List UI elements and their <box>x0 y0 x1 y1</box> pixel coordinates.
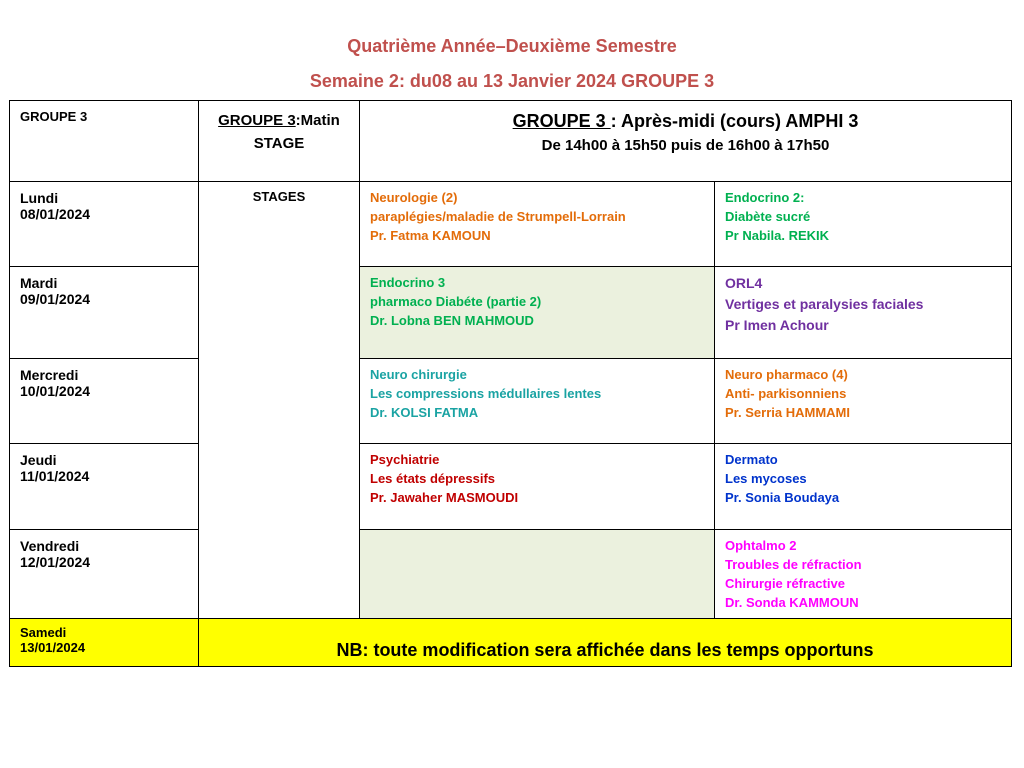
course-cell <box>360 359 715 444</box>
course-topic: pharmaco Diabéte (partie 2) <box>370 294 542 309</box>
day-cell <box>10 267 199 359</box>
header-morning-cell <box>199 101 360 182</box>
day-row-samedi <box>10 619 1012 667</box>
day-row-jeudi <box>10 444 1012 530</box>
day-row-lundi <box>10 182 1012 267</box>
course-teacher: Dr. KOLSI FATMA <box>370 405 479 420</box>
day-name: Jeudi <box>20 452 57 468</box>
course-title: Endocrino 3 <box>370 275 446 290</box>
course-topic: Les mycoses <box>725 471 807 486</box>
course-teacher: Dr. Lobna BEN MAHMOUD <box>370 313 534 328</box>
course-cell <box>360 267 715 359</box>
course-title: Neuro chirurgie <box>370 367 467 382</box>
day-name: Samedi <box>20 625 67 640</box>
course-topic: Les compressions médullaires lentes <box>370 386 602 401</box>
day-row-mardi <box>10 267 1012 359</box>
course-title: ORL4 <box>725 275 763 291</box>
course-cell <box>715 359 1012 444</box>
day-name: Vendredi <box>20 538 80 554</box>
day-date: 13/01/2024 <box>20 640 86 655</box>
course-topic: Chirurgie réfractive <box>725 576 845 591</box>
day-name: Mardi <box>20 275 58 291</box>
course-title: Dermato <box>725 452 778 467</box>
day-cell <box>10 359 199 444</box>
course-teacher: Pr. Fatma KAMOUN <box>370 228 491 243</box>
afternoon-group-label: GROUPE 3 <box>512 111 611 131</box>
day-date: 12/01/2024 <box>20 554 91 570</box>
course-cell <box>715 182 1012 267</box>
course-teacher: Dr. Sonda KAMMOUN <box>725 595 859 610</box>
day-cell <box>10 530 199 619</box>
day-name: Mercredi <box>20 367 79 383</box>
course-topic: Troubles de réfraction <box>725 557 862 572</box>
course-title: Psychiatrie <box>370 452 440 467</box>
course-title: Neuro pharmaco (4) <box>725 367 848 382</box>
day-cell <box>10 182 199 267</box>
course-title: Endocrino 2: <box>725 190 805 205</box>
note-cell: NB: toute modification sera affichée dans les temps opportuns <box>199 619 1012 667</box>
morning-group-label: GROUPE 3 <box>218 112 296 129</box>
day-date: 09/01/2024 <box>20 291 91 307</box>
course-topic: Diabète sucré <box>725 209 811 224</box>
document-title: Quatrième Année–Deuxième Semestre <box>347 36 677 56</box>
stages-cell: STAGES <box>199 182 360 619</box>
course-teacher: Pr. Jawaher MASMOUDI <box>370 490 519 505</box>
document-subtitle: Semaine 2: du08 au 13 Janvier 2024 GROUPE 3 <box>309 71 715 91</box>
course-topic: paraplégies/maladie de Strumpell-Lorrain <box>370 209 626 224</box>
course-title: Ophtalmo 2 <box>725 538 797 553</box>
day-cell <box>10 444 199 530</box>
course-cell <box>715 530 1012 619</box>
day-date: 10/01/2024 <box>20 383 91 399</box>
course-teacher: Pr Nabila. REKIK <box>725 228 830 243</box>
empty-course-cell <box>360 530 715 619</box>
morning-stage-label: STAGE <box>253 135 305 152</box>
course-topic: Les états dépressifs <box>370 471 496 486</box>
header-afternoon-cell <box>360 101 1012 182</box>
course-topic: Anti- parkisonniens <box>725 386 847 401</box>
day-cell <box>10 619 199 667</box>
course-cell <box>715 444 1012 530</box>
course-topic: Vertiges et paralysies faciales <box>725 296 924 312</box>
course-teacher: Pr. Serria HAMMAMI <box>725 405 850 420</box>
day-name: Lundi <box>20 190 59 206</box>
course-teacher: Pr Imen Achour <box>725 317 829 333</box>
header-row <box>10 101 1012 182</box>
afternoon-suffix: : Après-midi (cours) AMPHI 3 <box>610 111 859 131</box>
course-teacher: Pr. Sonia Boudaya <box>725 490 840 505</box>
course-cell <box>360 444 715 530</box>
course-cell <box>360 182 715 267</box>
header-group-cell: GROUPE 3 <box>10 101 199 182</box>
day-row-vendredi <box>10 530 1012 619</box>
course-cell <box>715 267 1012 359</box>
morning-suffix: :Matin <box>295 112 340 129</box>
day-date: 08/01/2024 <box>20 206 91 222</box>
afternoon-hours: De 14h00 à 15h50 puis de 16h00 à 17h50 <box>541 137 830 154</box>
course-title: Neurologie (2) <box>370 190 458 205</box>
schedule-table <box>9 100 1012 667</box>
day-date: 11/01/2024 <box>20 468 90 484</box>
day-row-mercredi <box>10 359 1012 444</box>
